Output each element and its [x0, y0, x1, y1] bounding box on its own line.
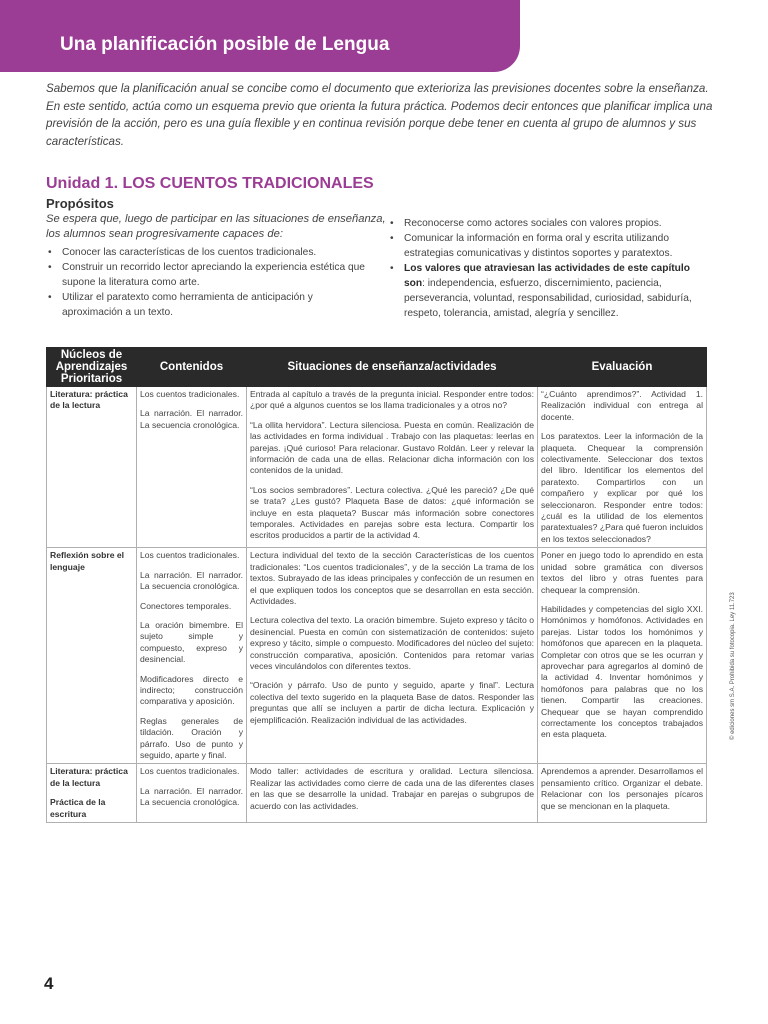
list-item: • Conocer las características de los cuentos tradicionales.: [46, 245, 376, 260]
nap-cell: [47, 387, 137, 548]
planning-table: [46, 347, 707, 823]
cell-paragraph: Habilidades y competencias del siglo XXI. Homónimos y homófonos. Actividades en parejas. Listar todos los homónimos y homófonos que aparecen en la plaqueta. Completar con otros que se les ocurran y aprovechar para agregarlos al dominó de la actividad 4. Inventar homónimos y homófonos para palabras que no los tienen. Compartir las creaciones. Chequear que se hayan comprendido correctamente los conceptos trabajados en esta plaqueta.: [541, 603, 703, 740]
values-text: : independencia, esfuerzo, discernimiento, paciencia, perseverancia, voluntad, responsabilidad, curiosidad, sabiduría, respeto, tolerancia, amistad, alegría y sencillez.: [404, 278, 692, 319]
cell-paragraph: Literatura: práctica de la lectura: [50, 766, 128, 788]
nap-cell: [47, 764, 137, 823]
cell-paragraph: Literatura: práctica de la lectura: [50, 389, 128, 411]
propositos-list-left: [46, 245, 376, 320]
cell-paragraph: Los paratextos. Leer la información de la plaqueta. Chequear la comprensión colectivamente. Seleccionar dos textos del libro. Identificar los elementos del paratexto. Compartirlos con un compañero y explicar por qué los seleccionaron. Responder entre todos: ¿cuál es la utilidad de los elementos paratextuales? ¿Para qué fueron incluidos en los textos seleccionados?: [541, 431, 703, 544]
values-list-item: [388, 261, 710, 321]
situaciones-cell: [247, 764, 538, 823]
cell-paragraph: Entrada al capítulo a través de la pregunta inicial. Responder entre todos: ¿por qué a algunos cuentos se los llama tradicionales y a otros no?: [250, 389, 534, 411]
nap-cell: [47, 548, 137, 764]
cell-paragraph: Lectura individual del texto de la sección Características de los cuentos tradicionales: “Los cuentos tradicionales”, y de la sección La trama de los textos. Subrayado de las ideas principales y confección de un resumen en el que expliquen todos los conceptos que se desarrollan en esta sección. Actividades.: [250, 550, 534, 606]
cell-paragraph: Práctica de la escritura: [50, 797, 106, 819]
cell-paragraph: Aprendemos a aprender. Desarrollamos el pensamiento crítico. Organizar el debate. Relacionar con los personajes pícaros que se mencionan en la plaqueta.: [541, 766, 703, 811]
cell-paragraph: La narración. El narrador. La secuencia cronológica.: [140, 408, 243, 430]
page-number: 4: [44, 974, 54, 993]
cell-paragraph: “Oración y párrafo. Uso de punto y seguido, aparte y final”. Lectura colectiva del texto sugerido en la plaqueta Base de datos. Responder las preguntas que allí se incluyen a partir de dicha lectura. Explicación y ejemplificación. Realización individual de las actividades.: [250, 680, 534, 725]
cell-paragraph: Los cuentos tradicionales.: [140, 766, 240, 777]
cell-paragraph: La narración. El narrador. La secuencia cronológica.: [140, 785, 243, 808]
unit-title: Unidad 1. LOS CUENTOS TRADICIONALES: [46, 175, 374, 192]
evaluacion-cell: [538, 764, 707, 823]
cell-paragraph: La narración. El narrador. La secuencia cronológica.: [140, 569, 243, 592]
cell-paragraph: “Los socios sembradores”. Lectura colectiva. ¿Qué les pareció? ¿De qué se trata? ¿Les gustó? Plaqueta Base de datos: ¿qué información se incluye en esta plaqueta? Buscar más información sobre conectores temporales. Actividades en parejas sobre esta lectura. Compartir los escritos producidos a partir de la actividad 4.: [250, 484, 534, 541]
contenidos-cell: [137, 548, 247, 764]
table-row: [47, 764, 707, 823]
col-header-nap: Núcleos de Aprendizajes Prioritarios: [47, 348, 137, 387]
table-row: [47, 387, 707, 548]
header-banner: [0, 0, 520, 72]
table-row: [47, 548, 707, 764]
cell-paragraph: Los cuentos tradicionales.: [140, 550, 240, 561]
contenidos-cell: [137, 387, 247, 548]
propositos-intro: Se espera que, luego de participar en las situaciones de enseñanza, los alumnos sean progresivamente capaces de:: [46, 213, 386, 240]
col-header-contenidos: Contenidos: [137, 348, 247, 387]
cell-paragraph: “¿Cuánto aprendimos?”. Actividad 1. Realización individual con entrega al docente.: [541, 389, 703, 422]
copyright-notice: © ediciones sm S.A. Prohibida su fotocopia. Ley 11.723: [730, 592, 736, 740]
cell-paragraph: “La ollita hervidora”. Lectura silenciosa. Puesta en común. Realización de las actividades en forma individual . Trabajo con las plaquetas: leerlas en parejas. ¡Qué curioso! Para relacionar. Gustavo Roldán. Leer y relevar la información de cada una de ellas. Relacionar dicha información con los contenidos de la unidad.: [250, 419, 534, 476]
page-title: Una planificación posible de Lengua: [60, 34, 390, 55]
cell-paragraph: Lectura colectiva del texto. La oración bimembre. Sujeto expreso y tácito o desinencial. Puesta en común con sistematización de contenidos: sujeto expreso y tácito, simple o compuesto. Modificadores del núcleo del sujeto: construcción comparativa, aposición. Contenidos para retomar varias veces vinculándolos con diferentes textos.: [250, 615, 534, 671]
cell-paragraph: La oración bimembre. El sujeto simple y compuesto, expreso y desinencial.: [140, 619, 243, 665]
evaluacion-cell: [538, 548, 707, 764]
cell-paragraph: Modo taller: actividades de escritura y oralidad. Lectura silenciosa. Realizar las actividades como cierre de cada una de las diferentes clases en las que se desarrolle la unidad. Trabajar en parejas o subgrupos de acuerdo con las actividades.: [250, 766, 534, 811]
evaluacion-cell: [538, 387, 707, 548]
list-item: • Reconocerse como actores sociales con valores propios.: [388, 216, 710, 231]
cell-paragraph: Reglas generales de tildación. Oración y párrafo. Uso de punto y seguido, aparte y final.: [140, 715, 243, 760]
contenidos-cell: [137, 764, 247, 823]
intro-paragraph: Sabemos que la planificación anual se concibe como el documento que exterioriza las previsiones docentes sobre la enseñanza. En este sentido, actúa como un esquema previo que orienta la futura práctica. Podemos decir entonces que planificar implica una previsión de la acción, pero es una guía flexible y en continua revisión porque debe tener en cuenta al grupo de alumnos y sus características.: [46, 82, 713, 148]
situaciones-cell: [247, 387, 538, 548]
table-header-row: [47, 348, 707, 387]
cell-paragraph: Poner en juego todo lo aprendido en esta unidad sobre gramática con diversos textos del libro y otras fuentes para chequear la comprensión.: [541, 550, 703, 595]
col-header-situaciones: Situaciones de enseñanza/actividades: [247, 348, 538, 387]
list-item: • Construir un recorrido lector apreciando la experiencia estética que supone la literatura como arte.: [46, 260, 376, 290]
list-item: • Utilizar el paratexto como herramienta de anticipación y aproximación a un texto.: [46, 290, 376, 320]
situaciones-cell: [247, 548, 538, 764]
values-lead: Los valores que atraviesan las actividades de este capítulo son: [404, 263, 690, 289]
col-header-evaluacion: Evaluación: [538, 348, 707, 387]
propositos-list-right: [388, 216, 710, 321]
cell-paragraph: Reflexión sobre el lenguaje: [50, 550, 125, 572]
cell-paragraph: Conectores temporales.: [140, 600, 232, 611]
propositos-title: Propósitos: [46, 196, 114, 211]
cell-paragraph: Los cuentos tradicionales.: [140, 389, 240, 399]
list-item: • Comunicar la información en forma oral y escrita utilizando estrategias comunicativas y distintos soportes y paratextos.: [388, 231, 710, 261]
cell-paragraph: Modificadores directo e indirecto; construcción comparativa y aposición.: [140, 673, 243, 707]
